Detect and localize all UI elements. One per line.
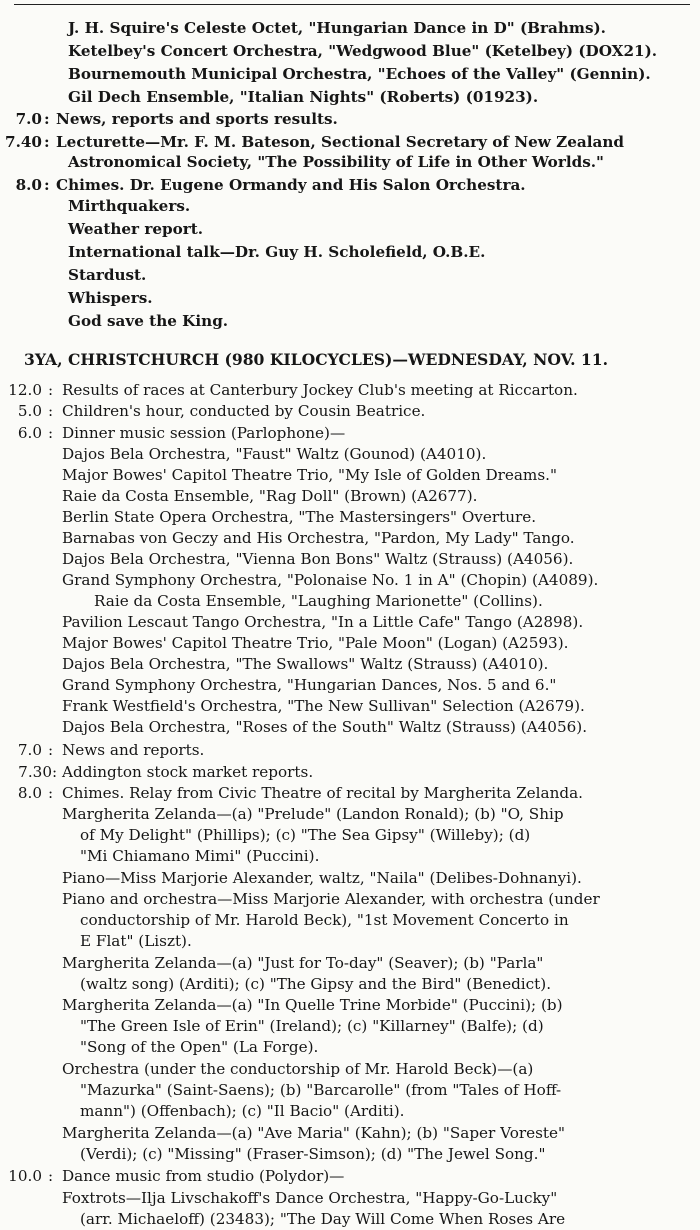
program-item: Raie da Costa Ensemble, "Laughing Marionette" (Collins).: [94, 592, 543, 610]
entry-time: 10.0: [8, 1167, 42, 1185]
recital-line: mann") (Offenbach); (c) "Il Bacio" (Arditi).: [80, 1102, 405, 1120]
program-item: Ketelbey's Concert Orchestra, "Wedgwood Blue" (Ketelbey) (DOX21).: [68, 42, 658, 60]
program-item: Grand Symphony Orchestra, "Polonaise No. 1 in A" (Chopin) (A4089).: [62, 571, 599, 589]
program-item: Berlin State Opera Orchestra, "The Mastersingers" Overture.: [62, 508, 537, 526]
dance-line: [77, 1188, 105, 1189]
program-item: International talk—Dr. Guy H. Scholefield, O.B.E.: [68, 243, 486, 261]
station-heading-text: 3YA, CHRISTCHURCH (980 KILOCYCLES)—WEDNESDAY, NOV. 11.: [24, 350, 609, 369]
program-item: J. H. Squire's Celeste Octet, "Hungarian Dance in D" (Brahms).: [68, 19, 606, 37]
recital-line: conductorship of Mr. Harold Beck), "1st Movement Concerto in: [80, 911, 569, 929]
entry-text: Children's hour, conducted by Cousin Beatrice.: [62, 402, 426, 420]
entry-time: 5.0: [17, 402, 42, 420]
recital-line: (waltz song) (Arditi); (c) "The Gipsy and the Bird" (Benedict).: [80, 975, 552, 993]
program-item: Dajos Bela Orchestra, "Faust" Waltz (Gounod) (A4010).: [62, 445, 487, 463]
dance-line: [12, 1188, 46, 1189]
recital-line: E Flat" (Liszt).: [80, 932, 192, 950]
program-item: Grand Symphony Orchestra, "Hungarian Dances, Nos. 5 and 6.": [62, 676, 557, 694]
program-item: Whispers.: [68, 289, 153, 307]
program-item: Stardust.: [68, 266, 147, 284]
program-item: Dajos Bela Orchestra, "Vienna Bon Bons" Waltz (Strauss) (A4056).: [62, 550, 574, 568]
program-item: God save the King.: [68, 312, 229, 330]
recital-line: of My Delight" (Phillips); (c) "The Sea Gipsy" (Willeby); (d): [80, 826, 531, 844]
program-item: Weather report.: [68, 220, 204, 238]
program-item: Pavilion Lescaut Tango Orchestra, "In a Little Cafe" Tango (A2898).: [62, 613, 584, 631]
entry-text-cont: [142, 1188, 174, 1189]
recital-line: Margherita Zelanda—(a) "Just for To-day" (Seaver); (b) "Parla": [62, 954, 544, 972]
entry-time: 7.30: [18, 763, 52, 781]
entry-text: Dinner music session (Parlophone)—: [62, 424, 346, 442]
program-item: Dajos Bela Orchestra, "The Swallows" Waltz (Strauss) (A4010).: [62, 655, 549, 673]
program-item: Barnabas von Geczy and His Orchestra, "Pardon, My Lady" Tango.: [62, 529, 575, 547]
top-rule: [14, 4, 690, 5]
entry-text: News, reports and sports results.: [56, 110, 338, 128]
program-item: Frank Westfield's Orchestra, "The New Sullivan" Selection (A2679).: [62, 697, 585, 715]
entry-time: 6.0: [17, 424, 42, 442]
recital-line: Margherita Zelanda—(a) "In Quelle Trine Morbide" (Puccini); (b): [62, 996, 563, 1014]
program-item: Raie da Costa Ensemble, "Rag Doll" (Brown) (A2677).: [62, 487, 478, 505]
entry-time: 7.40: [5, 133, 42, 151]
recital-line: Margherita Zelanda—(a) "Ave Maria" (Kahn); (b) "Saper Voreste": [62, 1124, 565, 1142]
entry-time: 8.0: [17, 784, 42, 802]
recital-line: (Verdi); (c) "Missing" (Fraser-Simson); (d) "The Jewel Song.": [80, 1145, 546, 1163]
dance-line: Foxtrots—Ilja Livschakoff's Dance Orchestra, "Happy-Go-Lucky": [62, 1189, 558, 1207]
recital-line: Orchestra (under the conductorship of Mr. Harold Beck)—(a): [62, 1060, 534, 1078]
entry-time: 12.0: [8, 381, 42, 399]
program-item: Dajos Bela Orchestra, "Roses of the South" Waltz (Strauss) (A4056).: [62, 718, 588, 736]
schedule-tail: [0, 1188, 700, 1224]
dance-line: (arr. Michaeloff) (23483); "The Day Will Come When Roses Are: [80, 1210, 566, 1228]
entry-text: Chimes. Relay from Civic Theatre of recital by Margherita Zelanda.: [62, 784, 583, 802]
recital-line: "The Green Isle of Erin" (Ireland); (c) "Killarney" (Balfe); (d): [80, 1017, 544, 1035]
recital-line: Piano and orchestra—Miss Marjorie Alexander, with orchestra (under: [62, 890, 600, 908]
entry-time: 8.0: [15, 176, 42, 194]
recital-line: "Mi Chiamano Mimi" (Puccini).: [80, 847, 320, 865]
program-item: Mirthquakers.: [68, 197, 191, 215]
program-item: Gil Dech Ensemble, "Italian Nights" (Roberts) (01923).: [68, 88, 539, 106]
entry-text: [108, 1188, 141, 1189]
program-item: Major Bowes' Capitol Theatre Trio, "My Isle of Golden Dreams.": [62, 466, 557, 484]
entry-text: Dance music from studio (Polydor)—: [62, 1167, 345, 1185]
entry-time: 7.0: [17, 741, 42, 759]
entry-text: Lecturette—Mr. F. M. Bateson, Sectional Secretary of New Zealand: [56, 133, 625, 151]
entry-text: Results of races at Canterbury Jockey Club's meeting at Riccarton.: [62, 381, 578, 399]
entry-text: Addington stock market reports.: [62, 763, 314, 781]
recital-line: "Mazurka" (Saint-Saens); (b) "Barcarolle" (from "Tales of Hoff-: [80, 1081, 562, 1099]
entry-text-cont: Astronomical Society, "The Possibility of Life in Other Worlds.": [68, 153, 604, 171]
program-item: Bournemouth Municipal Orchestra, "Echoes of the Valley" (Gennin).: [68, 65, 651, 83]
entry-time: 7.0: [15, 110, 42, 128]
entry-text: News and reports.: [62, 741, 205, 759]
entry-text: Chimes. Dr. Eugene Ormandy and His Salon Orchestra.: [56, 176, 526, 194]
entry-text: [176, 1188, 206, 1189]
recital-line: "Song of the Open" (La Forge).: [80, 1038, 319, 1056]
program-item: Major Bowes' Capitol Theatre Trio, "Pale Moon" (Logan) (A2593).: [62, 634, 569, 652]
dance-line: [45, 1188, 77, 1189]
recital-line: Piano—Miss Marjorie Alexander, waltz, "Naila" (Delibes-Dohnanyi).: [62, 869, 582, 887]
dance-line: [0, 1188, 12, 1189]
recital-line: Margherita Zelanda—(a) "Prelude" (Landon Ronald); (b) "O, Ship: [62, 805, 564, 823]
